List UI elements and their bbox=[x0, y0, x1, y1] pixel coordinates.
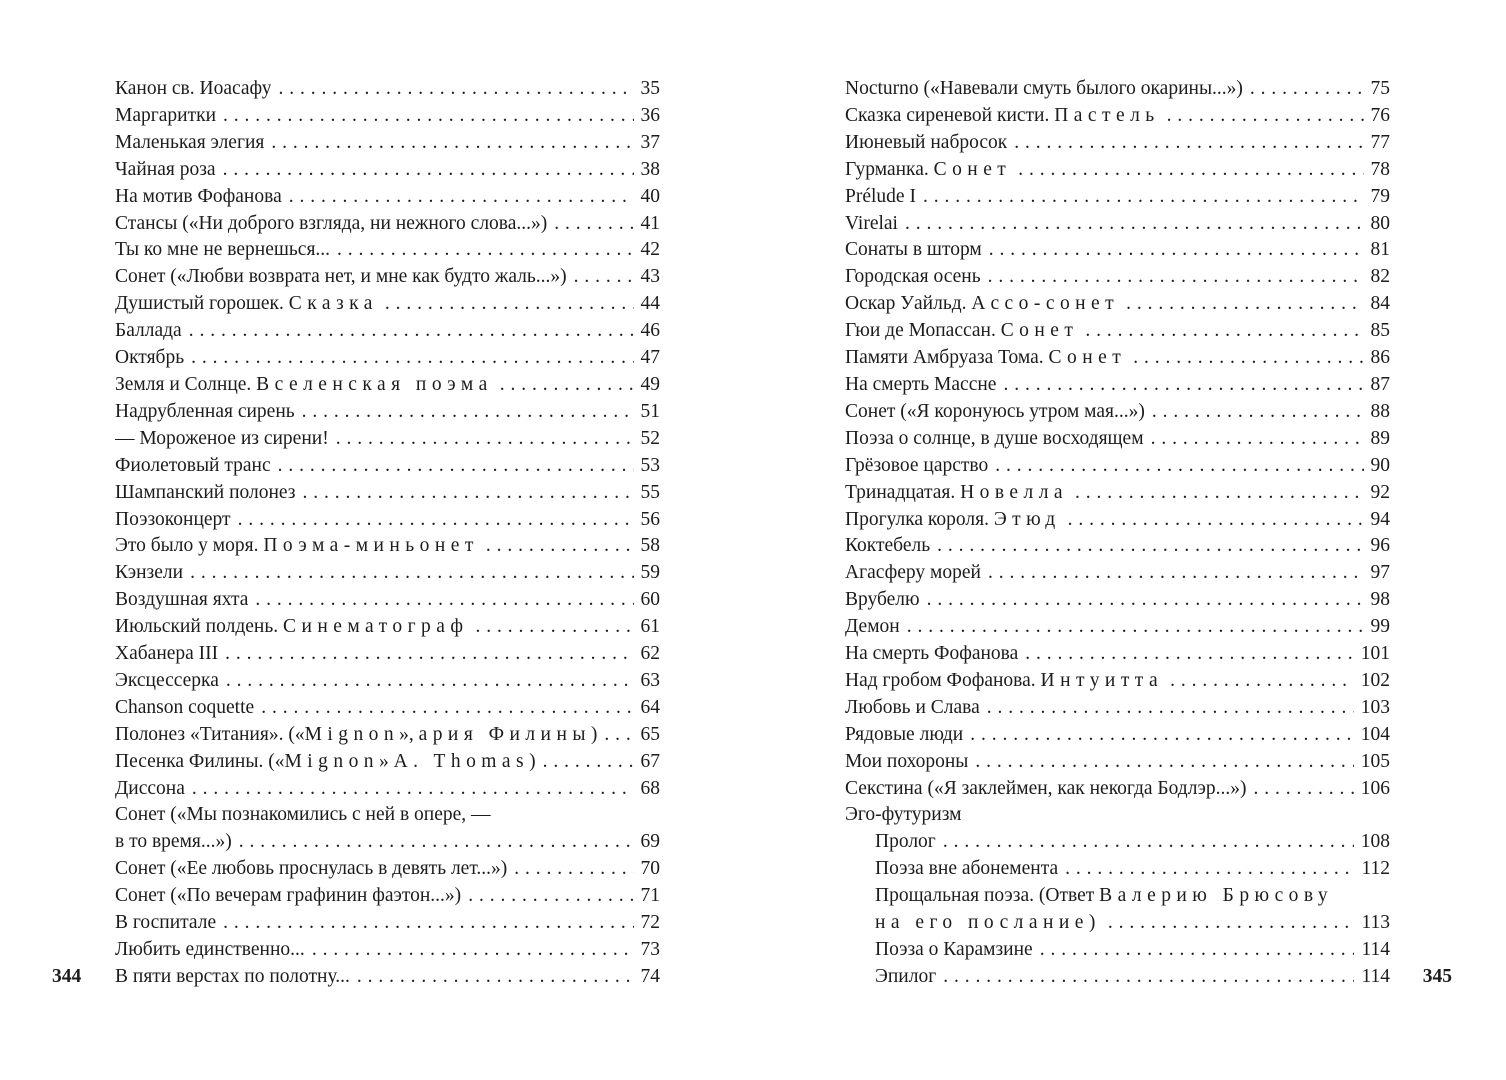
entry-page-number: 114 bbox=[1361, 965, 1390, 987]
toc-entry bbox=[115, 184, 660, 211]
dot-leader bbox=[943, 829, 1354, 856]
dot-leader bbox=[486, 533, 634, 560]
toc-entry bbox=[115, 453, 660, 480]
dot-leader bbox=[1085, 318, 1363, 345]
entry-title: Любовь и Слава bbox=[845, 696, 980, 718]
entry-title: Агасферу морей bbox=[845, 562, 981, 584]
toc-entry bbox=[845, 937, 1390, 964]
entry-page-number: 62 bbox=[640, 643, 660, 665]
entry-title: Маленькая элегия bbox=[115, 131, 265, 153]
toc-entry bbox=[845, 964, 1390, 991]
dot-leader bbox=[543, 749, 634, 776]
toc-entry bbox=[115, 426, 660, 453]
dot-leader bbox=[302, 399, 634, 426]
toc-entry bbox=[115, 937, 660, 964]
entry-page-number: 55 bbox=[640, 481, 660, 503]
toc-entry bbox=[845, 453, 1390, 480]
entry-page-number: 74 bbox=[640, 965, 660, 987]
entry-page-number: 99 bbox=[1370, 616, 1390, 638]
toc-entry bbox=[115, 157, 660, 184]
dot-leader bbox=[943, 964, 1354, 991]
entry-title: в то время...») bbox=[115, 831, 232, 853]
entry-title: Сонет («По вечерам графинин фаэтон...») bbox=[115, 885, 462, 907]
entry-title: Июневый набросок bbox=[845, 131, 1008, 153]
entry-title: Тринадцатая. Новелла bbox=[845, 481, 1069, 503]
entry-title: Сонет («Мы познакомились с ней в опере, — bbox=[115, 804, 491, 826]
entry-title: Любить единственно... bbox=[115, 939, 305, 960]
entry-title: Диссона bbox=[115, 777, 185, 799]
dot-leader bbox=[192, 776, 634, 803]
entry-page-number: 38 bbox=[640, 158, 660, 180]
entry-page-number: 105 bbox=[1360, 750, 1390, 772]
toc-entry bbox=[845, 587, 1390, 614]
toc-entry bbox=[845, 103, 1390, 130]
toc-entry bbox=[115, 722, 660, 749]
toc-entry bbox=[845, 507, 1390, 534]
dot-leader bbox=[1170, 668, 1354, 695]
dot-leader bbox=[927, 587, 1364, 614]
toc-entry bbox=[845, 130, 1390, 157]
entry-title: Эксцессерка bbox=[115, 669, 219, 691]
dot-leader bbox=[500, 372, 634, 399]
entry-page-number: 90 bbox=[1370, 454, 1390, 476]
entry-page-number: 76 bbox=[1370, 104, 1390, 126]
dot-leader bbox=[190, 560, 633, 587]
entry-page-number: 81 bbox=[1370, 239, 1390, 261]
entry-page-number: 37 bbox=[640, 131, 660, 153]
dot-leader bbox=[1108, 910, 1355, 937]
entry-page-number: 49 bbox=[640, 373, 660, 395]
toc-entry bbox=[845, 372, 1390, 399]
entry-title: Эпилог bbox=[875, 965, 937, 987]
entry-title: Эго-футуризм bbox=[845, 804, 962, 826]
toc-entries-left bbox=[115, 76, 660, 991]
toc-entry bbox=[115, 372, 660, 399]
toc-entry bbox=[845, 426, 1390, 453]
entry-title: Сказка сиреневой кисти. Пастель bbox=[845, 104, 1160, 126]
entry-page-number: 103 bbox=[1360, 696, 1390, 718]
entry-title: Чайная роза bbox=[115, 158, 216, 180]
entry-page-number: 70 bbox=[640, 858, 660, 880]
toc-entry bbox=[845, 211, 1390, 238]
entry-title: Прогулка короля. Этюд bbox=[845, 508, 1061, 530]
entry-page-number: 43 bbox=[640, 266, 660, 288]
entry-page-number: 73 bbox=[640, 939, 660, 960]
dot-leader bbox=[1040, 937, 1355, 964]
entry-title: Сонет («Ее любовь проснулась в девять лет...») bbox=[115, 858, 508, 880]
entry-title: Над гробом Фофанова. Интуитта bbox=[845, 669, 1164, 691]
dot-leader bbox=[1075, 480, 1363, 507]
entry-title: Секстина («Я заклеймен, как некогда Бодлэр...») bbox=[845, 777, 1247, 799]
entry-page-number: 86 bbox=[1370, 347, 1390, 369]
entry-title: Канон св. Иоасафу bbox=[115, 78, 272, 99]
toc-entry bbox=[115, 587, 660, 614]
entry-title: Шампанский полонез bbox=[115, 481, 296, 503]
entry-page-number: 51 bbox=[640, 400, 660, 422]
toc-entry bbox=[115, 695, 660, 722]
entry-page-number: 87 bbox=[1370, 373, 1390, 395]
toc-entry bbox=[115, 399, 660, 426]
dot-leader bbox=[189, 318, 634, 345]
toc-entry bbox=[115, 345, 660, 372]
toc-entry bbox=[845, 237, 1390, 264]
dot-leader bbox=[357, 964, 634, 991]
entry-title: На смерть Массне bbox=[845, 373, 997, 395]
dot-leader bbox=[988, 264, 1364, 291]
dot-leader bbox=[989, 237, 1364, 264]
entry-title: Прощальная поэза. (Ответ Валерию Брюсову bbox=[875, 885, 1334, 907]
toc-entry bbox=[115, 856, 660, 883]
toc-entry bbox=[845, 533, 1390, 560]
entry-title: Сонаты в шторм bbox=[845, 239, 982, 261]
entry-title: Полонез «Титания». («Mignon», ария Филины) bbox=[115, 723, 598, 745]
dot-leader bbox=[923, 184, 1364, 211]
dot-leader bbox=[225, 641, 633, 668]
dot-leader bbox=[1253, 776, 1353, 803]
entry-page-number: 92 bbox=[1370, 481, 1390, 503]
entry-page-number: 67 bbox=[640, 750, 660, 772]
entry-title: Надрубленная сирень bbox=[115, 400, 295, 422]
dot-leader bbox=[604, 722, 633, 749]
toc-entry bbox=[115, 211, 660, 238]
toc-entry bbox=[845, 749, 1390, 776]
entry-title: Городская осень bbox=[845, 266, 981, 288]
toc-entry bbox=[845, 480, 1390, 507]
entry-page-number: 52 bbox=[640, 427, 660, 449]
entry-title: Хабанера III bbox=[115, 643, 219, 665]
entry-page-number: 65 bbox=[640, 723, 660, 745]
dot-leader bbox=[1152, 399, 1364, 426]
toc-entry bbox=[115, 507, 660, 534]
entry-page-number: 78 bbox=[1370, 158, 1390, 180]
dot-leader bbox=[1126, 291, 1363, 318]
dot-leader bbox=[223, 103, 633, 130]
entry-page-number: 84 bbox=[1370, 293, 1390, 315]
entry-page-number: 47 bbox=[640, 347, 660, 369]
entry-page-number: 88 bbox=[1370, 400, 1390, 422]
entry-page-number: 94 bbox=[1370, 508, 1390, 530]
entry-page-number: 79 bbox=[1370, 185, 1390, 207]
entry-title: Октябрь bbox=[115, 347, 185, 369]
entry-page-number: 42 bbox=[640, 239, 660, 261]
entry-page-number: 35 bbox=[640, 78, 660, 99]
entry-page-number: 41 bbox=[640, 212, 660, 234]
entry-page-number: 68 bbox=[640, 777, 660, 799]
toc-entry bbox=[115, 776, 660, 803]
toc-entry bbox=[845, 345, 1390, 372]
entry-page-number: 97 bbox=[1370, 562, 1390, 584]
entry-page-number: 69 bbox=[640, 831, 660, 853]
entry-title: на его послание) bbox=[875, 912, 1101, 934]
entry-title: Рядовые люди bbox=[845, 723, 964, 745]
dot-leader bbox=[975, 749, 1353, 776]
toc-entry bbox=[845, 614, 1390, 641]
toc-entry bbox=[845, 776, 1390, 803]
dot-leader bbox=[261, 695, 633, 722]
entry-title: Воздушная яхта bbox=[115, 589, 249, 611]
toc-entry bbox=[115, 480, 660, 507]
entry-title: — Мороженое из сирени! bbox=[115, 427, 329, 449]
dot-leader bbox=[1250, 76, 1364, 103]
entry-title: Маргаритки bbox=[115, 104, 217, 126]
toc-entry bbox=[115, 829, 660, 856]
entry-page-number: 72 bbox=[640, 912, 660, 934]
toc-entry bbox=[115, 749, 660, 776]
toc-entry bbox=[115, 802, 660, 829]
entry-page-number: 108 bbox=[1360, 831, 1390, 853]
entry-title: Prélude I bbox=[845, 185, 916, 207]
entry-page-number: 106 bbox=[1360, 777, 1390, 799]
entry-page-number: 63 bbox=[640, 669, 660, 691]
dot-leader bbox=[303, 480, 634, 507]
toc-entry bbox=[115, 641, 660, 668]
toc-entry bbox=[115, 614, 660, 641]
dot-leader bbox=[239, 829, 634, 856]
dot-leader bbox=[278, 453, 634, 480]
toc-entry bbox=[115, 318, 660, 345]
dot-leader bbox=[574, 264, 634, 291]
dot-leader bbox=[1068, 507, 1364, 534]
entry-title: Врубелю bbox=[845, 589, 920, 611]
entry-title: Фиолетовый транс bbox=[115, 454, 271, 476]
entry-title: Баллада bbox=[115, 320, 182, 342]
entry-title: Земля и Солнце. Вселенская поэма bbox=[115, 373, 493, 395]
toc-entry bbox=[845, 399, 1390, 426]
dot-leader bbox=[1065, 856, 1354, 883]
entry-title: Стансы («Ни доброго взгляда, ни нежного слова...») bbox=[115, 212, 548, 234]
toc-section-heading bbox=[845, 802, 1390, 829]
entry-title: Июльский полдень. Синематограф bbox=[115, 616, 469, 638]
entry-title: Сонет («Любви возврата нет, и мне как будто жаль...») bbox=[115, 266, 567, 288]
dot-leader bbox=[191, 345, 633, 372]
entry-page-number: 82 bbox=[1370, 266, 1390, 288]
dot-leader bbox=[475, 614, 633, 641]
entry-title: Поэза о Карамзине bbox=[875, 939, 1033, 960]
toc-entry bbox=[845, 157, 1390, 184]
toc-entry bbox=[115, 291, 660, 318]
dot-leader bbox=[988, 560, 1364, 587]
entry-title: Грёзовое царство bbox=[845, 454, 989, 476]
entry-title: Ты ко мне не вернешься... bbox=[115, 239, 331, 261]
entry-page-number: 85 bbox=[1370, 320, 1390, 342]
entry-title: В пяти верстах по полотну... bbox=[115, 965, 350, 987]
dot-leader bbox=[312, 937, 634, 964]
entry-title: Nocturno («Навевали смуть былого окарины...») bbox=[845, 78, 1243, 99]
toc-page-left bbox=[52, 76, 660, 991]
dot-leader bbox=[995, 453, 1363, 480]
page-folio-left: 344 bbox=[52, 965, 82, 987]
toc-entry bbox=[115, 560, 660, 587]
dot-leader bbox=[1014, 130, 1363, 157]
toc-entry bbox=[845, 695, 1390, 722]
dot-leader bbox=[223, 157, 634, 184]
entry-page-number: 80 bbox=[1370, 212, 1390, 234]
entry-page-number: 77 bbox=[1370, 131, 1390, 153]
dot-leader bbox=[987, 695, 1354, 722]
page-folio-right: 345 bbox=[1422, 965, 1452, 987]
dot-leader bbox=[907, 614, 1364, 641]
dot-leader bbox=[1167, 103, 1364, 130]
entry-page-number: 60 bbox=[640, 589, 660, 611]
entry-title: Virelai bbox=[845, 212, 898, 234]
toc-entry bbox=[845, 291, 1390, 318]
entry-title: Поэза о солнце, в душе восходящем bbox=[845, 427, 1144, 449]
dot-leader bbox=[514, 856, 633, 883]
dot-leader bbox=[336, 426, 634, 453]
dot-leader bbox=[1003, 372, 1363, 399]
entry-page-number: 89 bbox=[1370, 427, 1390, 449]
entry-page-number: 53 bbox=[640, 454, 660, 476]
dot-leader bbox=[1133, 345, 1363, 372]
dot-leader bbox=[278, 76, 633, 103]
entry-title: Сонет («Я коронуюсь утром мая...») bbox=[845, 400, 1145, 422]
toc-entry bbox=[845, 668, 1390, 695]
toc-entry bbox=[115, 910, 660, 937]
toc-entry bbox=[845, 856, 1390, 883]
dot-leader bbox=[937, 533, 1363, 560]
dot-leader bbox=[223, 910, 633, 937]
entry-title: Оскар Уайльд. Ассо-сонет bbox=[845, 293, 1120, 315]
entry-title: Кэнзели bbox=[115, 562, 184, 584]
entry-title: На смерть Фофанова bbox=[845, 643, 1019, 665]
toc-entry bbox=[115, 237, 660, 264]
entry-title: Мои похороны bbox=[845, 750, 969, 772]
dot-leader bbox=[226, 668, 634, 695]
toc-entry bbox=[115, 883, 660, 910]
entry-page-number: 113 bbox=[1361, 912, 1390, 934]
toc-entry bbox=[115, 76, 660, 103]
dot-leader bbox=[554, 211, 633, 238]
entry-page-number: 101 bbox=[1360, 643, 1390, 665]
entry-page-number: 44 bbox=[640, 293, 660, 315]
entry-title: Демон bbox=[845, 616, 900, 638]
entry-title: Chanson coquette bbox=[115, 696, 255, 718]
entry-title: Песенка Филины. («Mignon» A. Thomas) bbox=[115, 750, 536, 772]
entry-title: Душистый горошек. Сказка bbox=[115, 293, 378, 315]
dot-leader bbox=[468, 883, 633, 910]
dot-leader bbox=[238, 507, 634, 534]
toc-page-right bbox=[845, 76, 1452, 991]
toc-entry bbox=[845, 560, 1390, 587]
toc-entry bbox=[845, 318, 1390, 345]
entry-page-number: 75 bbox=[1370, 78, 1390, 99]
entry-page-number: 40 bbox=[640, 185, 660, 207]
dot-leader bbox=[1025, 641, 1353, 668]
entry-title: Это было у моря. Поэма-миньонет bbox=[115, 535, 479, 557]
toc-entry bbox=[115, 668, 660, 695]
entry-page-number: 102 bbox=[1360, 669, 1390, 691]
entry-page-number: 98 bbox=[1370, 589, 1390, 611]
toc-entry bbox=[115, 964, 660, 991]
toc-entry bbox=[115, 533, 660, 560]
entry-page-number: 56 bbox=[640, 508, 660, 530]
dot-leader bbox=[337, 237, 633, 264]
entry-page-number: 58 bbox=[640, 535, 660, 557]
entry-title: Гурманка. Сонет bbox=[845, 158, 1012, 180]
entry-title: Поэза вне абонемента bbox=[875, 858, 1059, 880]
entry-title: Пролог bbox=[875, 831, 936, 853]
entry-page-number: 104 bbox=[1360, 723, 1390, 745]
entry-title: На мотив Фофанова bbox=[115, 185, 282, 207]
toc-entry bbox=[845, 264, 1390, 291]
toc-entry bbox=[845, 829, 1390, 856]
dot-leader bbox=[289, 184, 634, 211]
entry-page-number: 59 bbox=[640, 562, 660, 584]
toc-entry bbox=[115, 103, 660, 130]
toc-entries-right bbox=[845, 76, 1390, 991]
toc-entry bbox=[115, 264, 660, 291]
entry-title: Памяти Амбруаза Тома. Сонет bbox=[845, 347, 1127, 369]
entry-title: В госпитале bbox=[115, 912, 217, 934]
dot-leader bbox=[905, 211, 1364, 238]
entry-title: Поэзоконцерт bbox=[115, 508, 231, 530]
entry-page-number: 61 bbox=[640, 616, 660, 638]
dot-leader bbox=[385, 291, 634, 318]
toc-entry bbox=[845, 76, 1390, 103]
dot-leader bbox=[970, 722, 1354, 749]
toc-entry bbox=[845, 722, 1390, 749]
dot-leader bbox=[1018, 157, 1363, 184]
toc-entry bbox=[845, 910, 1390, 937]
toc-entry bbox=[845, 641, 1390, 668]
entry-title: Коктебель bbox=[845, 535, 931, 557]
entry-page-number: 114 bbox=[1361, 939, 1390, 960]
dot-leader bbox=[1151, 426, 1364, 453]
entry-title: Гюи де Мопассан. Сонет bbox=[845, 320, 1079, 342]
entry-page-number: 112 bbox=[1361, 858, 1390, 880]
entry-page-number: 64 bbox=[640, 696, 660, 718]
toc-entry bbox=[115, 130, 660, 157]
toc-entry bbox=[845, 184, 1390, 211]
entry-page-number: 96 bbox=[1370, 535, 1390, 557]
toc-entry bbox=[845, 883, 1390, 910]
dot-leader bbox=[271, 130, 633, 157]
entry-page-number: 46 bbox=[640, 320, 660, 342]
entry-page-number: 36 bbox=[640, 104, 660, 126]
entry-page-number: 71 bbox=[640, 885, 660, 907]
dot-leader bbox=[255, 587, 633, 614]
